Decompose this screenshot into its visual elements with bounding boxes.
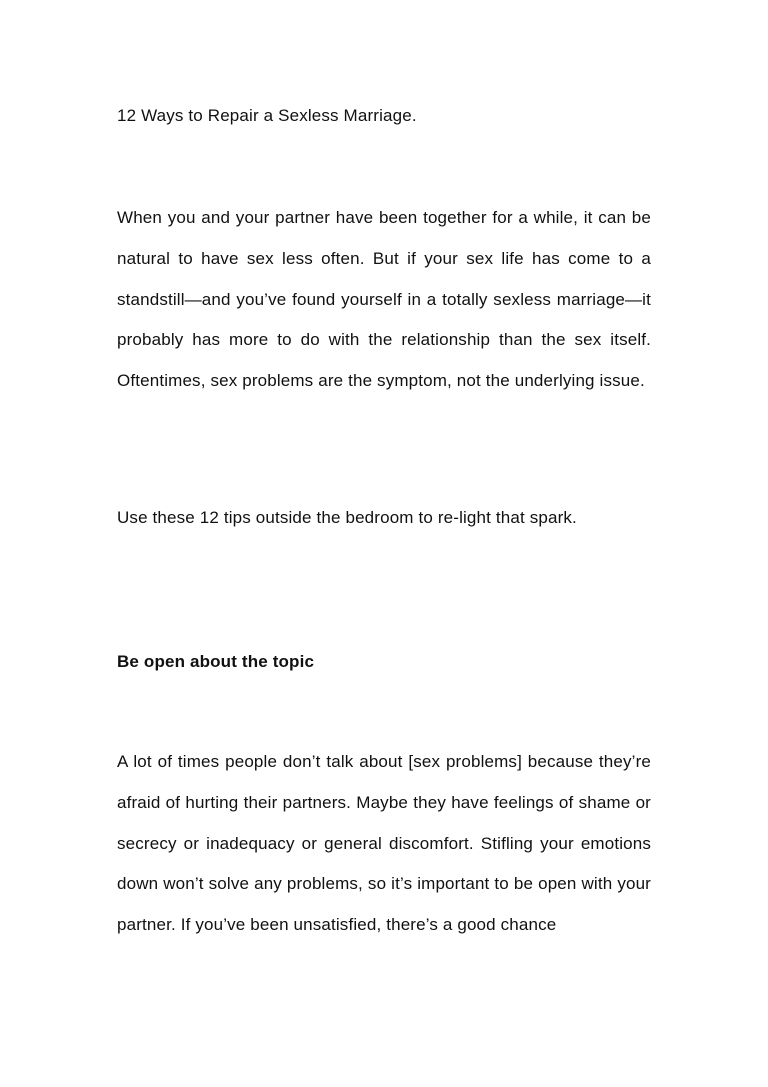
tips-paragraph: Use these 12 tips outside the bedroom to re-light that spark. bbox=[117, 508, 577, 527]
section-paragraph: A lot of times people don’t talk about [sex problems] because they’re afraid of hurting their partners. Maybe they have feelings of shame or secrecy or inadequacy or general discomfort. Stifling your emotions down won’t solve any problems, so it’s important to be open with your partner. If you’ve been unsatisfied, there’s a good chance bbox=[117, 752, 651, 935]
document-title: 12 Ways to Repair a Sexless Marriage. bbox=[117, 106, 417, 125]
intro-paragraph: When you and your partner have been together for a while, it can be natural to have sex less often. But if your sex life has come to a standstill—and you’ve found yourself in a totally sexless marriage—it probably has more to do with the relationship than the sex itself. Oftentimes, sex problems are the symptom, not the underlying issue. bbox=[117, 208, 651, 391]
section-heading: Be open about the topic bbox=[117, 652, 315, 671]
